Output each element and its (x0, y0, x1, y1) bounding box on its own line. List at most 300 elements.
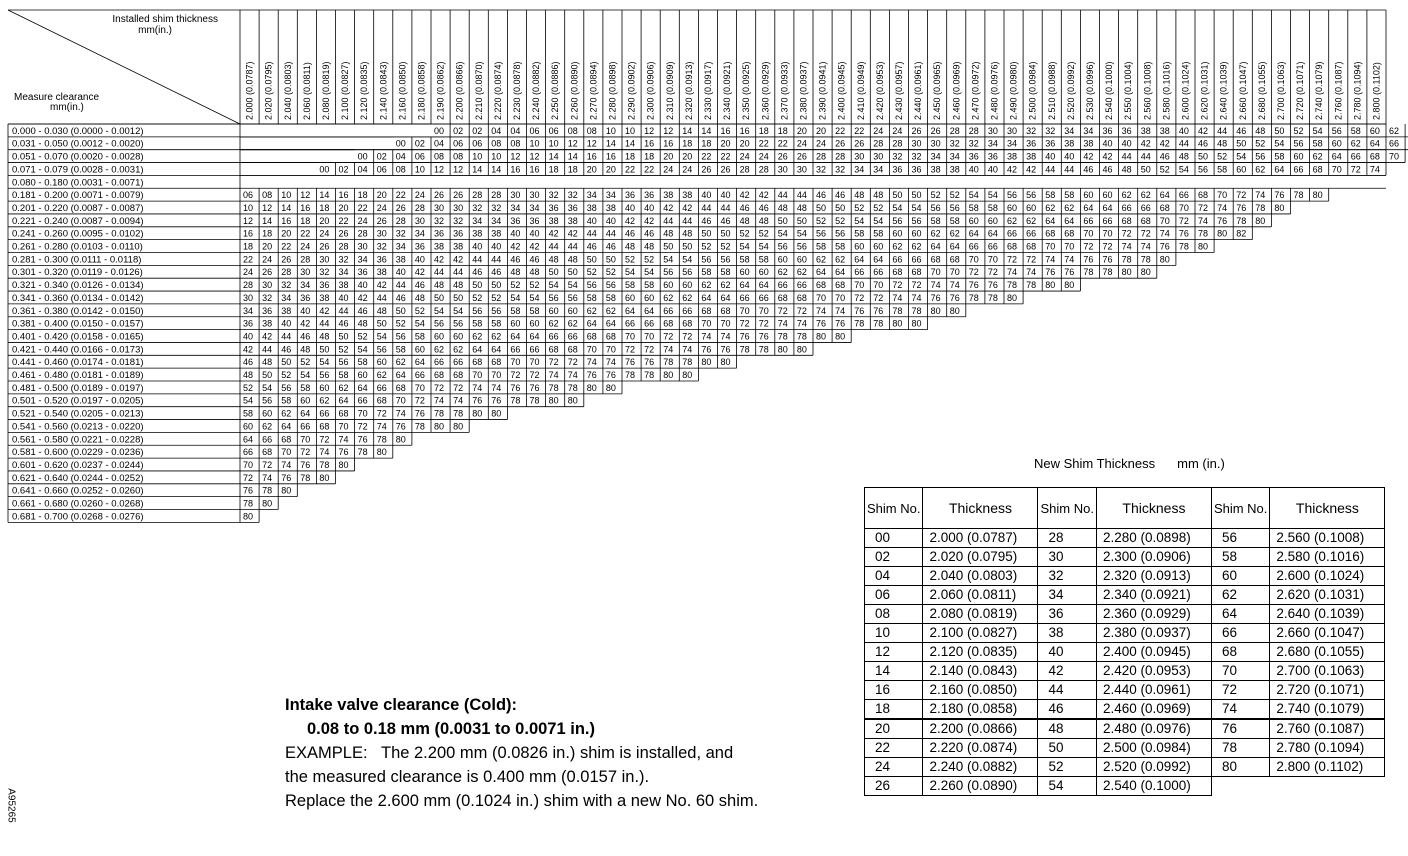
shim-number-cell: 80 (1159, 254, 1170, 265)
new-shim-row (865, 586, 1385, 605)
shim-number-cell: 00 (357, 151, 368, 162)
shim-number-cell: 24 (873, 125, 884, 136)
shim-number-cell: 56 (1293, 138, 1304, 149)
shim-thickness: 2.260 (0.0890) (923, 777, 1038, 796)
shim-number-cell: 62 (777, 267, 788, 278)
installed-thickness-label: 2.100 (0.0827) (340, 61, 351, 120)
shim-number-cell: 66 (414, 370, 425, 380)
shim-number-cell: 68 (911, 267, 922, 278)
shim-number-cell: 46 (414, 280, 425, 291)
shim-number-cell: 62 (1140, 190, 1151, 201)
shim-number-cell: 42 (300, 318, 311, 329)
shim-number-cell: 52 (357, 331, 368, 342)
shim-number-cell: 82 (1236, 228, 1247, 239)
shim-number-cell: 58 (854, 228, 865, 239)
shim-number-cell: 30 (453, 202, 464, 213)
shim-number-cell: 76 (758, 331, 769, 342)
shim-number-cell: 28 (491, 190, 502, 201)
shim-number-cell: 54 (682, 254, 693, 265)
shim-number-cell: 74 (319, 447, 330, 458)
installed-thickness-label: 2.800 (0.1102) (1371, 62, 1382, 120)
shim-number-cell: 24 (663, 164, 674, 175)
shim-number-cell: 60 (663, 280, 674, 291)
shim-number-cell: 70 (529, 357, 540, 368)
shim-number-cell: 22 (720, 151, 731, 162)
shim-number-cell: 26 (319, 241, 330, 252)
measured-label: Measure clearance (14, 92, 100, 103)
shim-number-cell: 16 (243, 228, 254, 239)
shim-number-cell: 72 (873, 292, 884, 303)
shim-number-cell: 70 (854, 280, 865, 291)
shim-number-cell: 14 (625, 138, 636, 149)
shim-number-cell: 72 (1121, 228, 1132, 239)
shim-number-cell: 30 (796, 164, 807, 175)
shim-number-cell: 08 (395, 164, 406, 175)
shim-number-cell: 70 (949, 267, 960, 278)
shim-number-cell: 74 (567, 370, 578, 380)
shim-number-cell: 50 (605, 254, 616, 265)
shim-number-cell: 30 (262, 280, 273, 291)
measured-clearance-label: 0.201 - 0.220 (0.0087 - 0.0087) (12, 202, 144, 214)
shim-number-cell: 60 (262, 408, 273, 419)
shim-number-cell: 50 (663, 241, 674, 252)
installed-thickness-label: 2.120 (0.0835) (359, 61, 370, 120)
shim-number-cell: 20 (796, 125, 807, 136)
installed-thickness-label: 2.320 (0.0913) (683, 61, 694, 120)
shim-number-cell: 62 (281, 408, 292, 419)
shim-number-cell: 62 (262, 421, 273, 432)
shim-number-cell: 30 (911, 138, 922, 149)
shim-number-cell: 36 (968, 151, 979, 162)
shim-number-cell: 48 (357, 318, 368, 329)
shim-number-cell: 56 (319, 370, 330, 380)
shim-number-cell: 80 (491, 408, 502, 419)
shim-number-cell: 46 (739, 202, 750, 213)
shim-number-cell: 68 (1064, 228, 1075, 239)
shim-number-cell: 46 (720, 215, 731, 226)
shim-number-cell: 58 (338, 370, 349, 380)
shim-number-cell: 40 (395, 267, 406, 278)
shim-number-cell: 78 (453, 408, 464, 419)
shim-number-cell: 56 (720, 254, 731, 265)
shim-number-cell: 72 (1350, 164, 1361, 175)
new-shim-row (865, 567, 1385, 586)
shim-number-cell: 48 (300, 344, 311, 355)
shim-number-cell: 76 (1217, 215, 1228, 226)
shim-number-cell: 70 (1389, 151, 1400, 162)
shim-number-cell: 60 (873, 241, 884, 252)
shim-number-cell: 14 (472, 164, 483, 175)
shim-number-cell: 76 (835, 318, 846, 329)
shim-number-cell: 78 (1293, 190, 1304, 201)
shim-number-cell: 76 (930, 292, 941, 303)
shim-number-cell: 60 (567, 305, 578, 316)
shim-number-cell: 64 (701, 292, 712, 303)
shim-number-cell: 50 (567, 267, 578, 278)
shim-number-cell: 54 (987, 190, 998, 201)
shim-number-cell: 76 (644, 357, 655, 368)
shim-number-cell: 54 (414, 318, 425, 329)
shim-number-cell: 26 (777, 151, 788, 162)
shim-number-cell: 56 (816, 228, 827, 239)
shim-number-cell: 50 (1236, 138, 1247, 149)
shim-number: 60 (1211, 567, 1269, 586)
shim-number-cell: 64 (835, 267, 846, 278)
shim-number-cell: 18 (777, 125, 788, 136)
shim-number-cell: 42 (319, 305, 330, 316)
shim-number-cell: 56 (701, 254, 712, 265)
shim-number-cell: 46 (1198, 138, 1209, 149)
installed-thickness-label: 2.260 (0.0890) (569, 61, 580, 120)
measured-clearance-label: 0.080 - 0.180 (0.0031 - 0.0071) (12, 177, 144, 189)
shim-number-cell: 74 (663, 344, 674, 355)
shim-number-cell: 72 (682, 331, 693, 342)
shim-number-cell: 66 (262, 434, 273, 445)
shim-number-cell: 66 (1293, 164, 1304, 175)
shim-number-cell: 68 (605, 331, 616, 342)
shim-number-cell: 62 (930, 228, 941, 239)
shim-number-cell: 28 (835, 151, 846, 162)
example-line-3: Replace the 2.600 mm (0.1024 in.) shim with a new No. 60 shim. (285, 792, 759, 810)
shim-number-cell: 54 (548, 280, 559, 291)
shim-number-cell: 70 (1217, 190, 1228, 201)
new-shim-row (865, 681, 1385, 700)
shim-number: 50 (1038, 739, 1096, 758)
shim-number-cell: 30 (357, 241, 368, 252)
shim-number-cell: 56 (262, 395, 273, 406)
shim-thickness: 2.440 (0.0961) (1096, 681, 1211, 700)
shim-number-cell: 14 (319, 190, 330, 201)
shim-number: 52 (1038, 758, 1096, 777)
shim-number-cell: 64 (586, 318, 597, 329)
shim-number-cell: 66 (510, 344, 521, 355)
shim-number-cell: 32 (835, 164, 846, 175)
shim-number-cell: 68 (319, 421, 330, 432)
shim-number-cell: 58 (1274, 151, 1285, 162)
shim-number-cell: 26 (262, 267, 273, 278)
shim-number-cell: 46 (300, 331, 311, 342)
shim-thickness: 2.400 (0.0945) (1096, 643, 1211, 662)
shim-number: 42 (1038, 662, 1096, 681)
shim-number-cell: 80 (663, 370, 674, 380)
empty-cell (1270, 777, 1385, 796)
shim-number-cell: 74 (1045, 254, 1056, 265)
shim-number-cell: 30 (319, 254, 330, 265)
shim-number-cell: 54 (357, 344, 368, 355)
shim-number-cell: 52 (758, 228, 769, 239)
shim-number-cell: 36 (987, 151, 998, 162)
shim-number-cell: 72 (987, 267, 998, 278)
shim-number-cell: 38 (395, 254, 406, 265)
shim-number-cell: 60 (1293, 151, 1304, 162)
shim-number-cell: 40 (357, 280, 368, 291)
shim-number-cell: 30 (300, 267, 311, 278)
shim-number-cell: 50 (911, 190, 922, 201)
shim-number-cell: 48 (644, 241, 655, 252)
shim-number-cell: 68 (835, 280, 846, 291)
installed-thickness-label: 2.380 (0.0937) (798, 61, 809, 120)
shim-number-cell: 34 (854, 164, 865, 175)
shim-number-cell: 54 (873, 215, 884, 226)
shim-number-cell: 44 (548, 241, 559, 252)
shim-number-cell: 28 (357, 228, 368, 239)
new-shim-row (865, 719, 1385, 739)
shim-number-cell: 64 (1102, 202, 1113, 213)
shim-number-cell: 38 (663, 190, 674, 201)
shim-number-cell: 34 (930, 151, 941, 162)
shim-number-cell: 42 (1140, 138, 1151, 149)
shim-number-cell: 26 (835, 138, 846, 149)
shim-number-cell: 78 (682, 357, 693, 368)
shim-number-cell: 46 (586, 241, 597, 252)
installed-label: Installed shim thickness (112, 14, 218, 25)
shim-number-cell: 28 (949, 125, 960, 136)
shim-number-cell: 70 (510, 357, 521, 368)
shim-number-cell: 80 (453, 421, 464, 432)
shim-number-cell: 34 (1083, 125, 1094, 136)
shim-number-cell: 38 (949, 164, 960, 175)
shim-number-cell: 12 (434, 164, 445, 175)
thickness-header: Thickness (1270, 488, 1385, 529)
shim-number-cell: 48 (529, 267, 540, 278)
shim-number-cell: 36 (262, 305, 273, 316)
shim-number-cell: 70 (625, 331, 636, 342)
shim-number-cell: 58 (300, 382, 311, 393)
shim-number-cell: 38 (1064, 138, 1075, 149)
shim-number-cell: 44 (567, 241, 578, 252)
shim-number-cell: 60 (1331, 138, 1342, 149)
shim-number-cell: 68 (567, 344, 578, 355)
installed-thickness-label: 2.700 (0.1063) (1275, 61, 1286, 120)
shim-number-cell: 60 (644, 292, 655, 303)
shim-number-cell: 24 (357, 215, 368, 226)
shim-number-cell: 18 (644, 151, 655, 162)
shim-number-cell: 60 (777, 254, 788, 265)
shim-number-cell: 66 (1026, 228, 1037, 239)
shim-number-cell: 70 (739, 305, 750, 316)
shim-number-cell: 68 (796, 292, 807, 303)
shim-number-cell: 64 (357, 382, 368, 393)
shim-number-cell: 32 (262, 292, 273, 303)
shim-number-cell: 72 (739, 318, 750, 329)
shim-number-cell: 36 (892, 164, 903, 175)
shim-number-cell: 64 (1159, 190, 1170, 201)
shim-number: 00 (865, 529, 923, 548)
shim-number-cell: 72 (1102, 241, 1113, 252)
shim-number-cell: 32 (319, 267, 330, 278)
shim-number-cell: 76 (300, 459, 311, 470)
shim-number-cell: 28 (243, 280, 254, 291)
shim-number-cell: 36 (644, 190, 655, 201)
shim-number-cell: 30 (529, 190, 540, 201)
shim-number-cell: 24 (796, 138, 807, 149)
installed-thickness-label: 2.440 (0.0961) (913, 61, 924, 120)
installed-thickness-label: 2.250 (0.0886) (550, 61, 561, 120)
shim-number-cell: 00 (319, 164, 330, 175)
shim-number-cell: 18 (357, 190, 368, 201)
shim-number-cell: 10 (281, 190, 292, 201)
shim-number-cell: 54 (510, 292, 521, 303)
shim-number-cell: 46 (1159, 151, 1170, 162)
shim-number-cell: 20 (281, 228, 292, 239)
shim-number-cell: 50 (434, 292, 445, 303)
shim-number-cell: 80 (1217, 228, 1228, 239)
shim-number-cell: 58 (414, 331, 425, 342)
shim-number-cell: 58 (987, 202, 998, 213)
shim-number: 62 (1211, 586, 1269, 605)
shim-number-cell: 22 (835, 125, 846, 136)
shim-number: 40 (1038, 643, 1096, 662)
installed-thickness-label: 2.210 (0.0870) (473, 61, 484, 120)
shim-number-cell: 36 (1045, 138, 1056, 149)
shim-number: 04 (865, 567, 923, 586)
new-shim-row (865, 777, 1385, 796)
shim-number-cell: 56 (1007, 190, 1018, 201)
shim-number-cell: 72 (1178, 215, 1189, 226)
shim-number-cell: 34 (338, 267, 349, 278)
shim-number-cell: 68 (434, 370, 445, 380)
installed-thickness-label: 2.490 (0.0980) (1008, 61, 1019, 120)
shim-number-cell: 42 (739, 190, 750, 201)
shim-number-cell: 58 (930, 215, 941, 226)
shim-number-cell: 74 (472, 382, 483, 393)
shim-number-cell: 50 (701, 228, 712, 239)
shim-number-cell: 68 (930, 254, 941, 265)
shim-number-cell: 56 (930, 202, 941, 213)
shim-number-cell: 48 (854, 190, 865, 201)
shim-number-cell: 68 (816, 280, 827, 291)
shim-number-cell: 66 (682, 305, 693, 316)
shim-number-cell: 56 (1255, 151, 1266, 162)
shim-number-cell: 32 (376, 241, 387, 252)
shim-number-cell: 70 (835, 292, 846, 303)
shim-number-cell: 58 (586, 292, 597, 303)
shim-number-cell: 36 (414, 241, 425, 252)
shim-number-cell: 66 (529, 344, 540, 355)
shim-number-cell: 06 (529, 125, 540, 136)
shim-number-cell: 66 (644, 318, 655, 329)
shim-number-cell: 30 (987, 125, 998, 136)
shim-number-cell: 70 (281, 447, 292, 458)
shim-number-cell: 66 (873, 267, 884, 278)
shim-number-cell: 34 (529, 202, 540, 213)
shim-number-cell: 58 (472, 318, 483, 329)
shim-number-cell: 60 (1102, 190, 1113, 201)
new-shim-unit: mm (in.) (1177, 456, 1225, 471)
shim-number-cell: 62 (816, 254, 827, 265)
shim-number-cell: 64 (243, 434, 254, 445)
shim-number-cell: 62 (1350, 138, 1361, 149)
shim-number-cell: 54 (319, 357, 330, 368)
shim-number-cell: 06 (472, 138, 483, 149)
shim-number-cell: 50 (453, 292, 464, 303)
shim-number-cell: 12 (567, 138, 578, 149)
shim-number-cell: 40 (701, 190, 712, 201)
shim-number-cell: 74 (796, 318, 807, 329)
measured-clearance-label: 0.051 - 0.070 (0.0020 - 0.0028) (12, 151, 144, 163)
shim-number-cell: 80 (777, 344, 788, 355)
shim-number-cell: 50 (472, 280, 483, 291)
empty-cell (1211, 777, 1269, 796)
shim-number-cell: 70 (300, 434, 311, 445)
installed-thickness-label: 2.220 (0.0874) (492, 61, 503, 120)
shim-number-cell: 20 (319, 215, 330, 226)
shim-number-cell: 08 (586, 125, 597, 136)
installed-thickness-label: 2.360 (0.0929) (760, 61, 771, 120)
shim-number-cell: 60 (548, 305, 559, 316)
shim-number-cell: 54 (529, 292, 540, 303)
shim-number-cell: 58 (873, 228, 884, 239)
installed-thickness-label: 2.720 (0.1071) (1295, 61, 1306, 120)
installed-thickness-label: 2.390 (0.0941) (817, 61, 828, 120)
shim-number-cell: 30 (873, 151, 884, 162)
shim-number-cell: 38 (586, 202, 597, 213)
shim-number-cell: 80 (338, 459, 349, 470)
shim-number-cell: 06 (414, 151, 425, 162)
shim-number-cell: 62 (1007, 215, 1018, 226)
measured-clearance-label: 0.581 - 0.600 (0.0229 - 0.0236) (12, 447, 144, 459)
shim-number-cell: 44 (395, 280, 406, 291)
shim-number-cell: 10 (625, 125, 636, 136)
shim-number-cell: 30 (1007, 125, 1018, 136)
shim-number-cell: 70 (1045, 241, 1056, 252)
shim-number-cell: 60 (625, 292, 636, 303)
shim-number-cell: 04 (395, 151, 406, 162)
shim-number-cell: 68 (1369, 151, 1380, 162)
installed-thickness-label: 2.660 (0.1047) (1237, 61, 1248, 120)
shim-number-cell: 76 (873, 305, 884, 316)
shim-number-cell: 44 (472, 254, 483, 265)
shim-number-cell: 24 (300, 241, 311, 252)
shim-number-cell: 54 (567, 280, 578, 291)
shim-number-cell: 56 (376, 344, 387, 355)
shim-number-cell: 78 (1140, 254, 1151, 265)
shim-number-cell: 70 (758, 305, 769, 316)
shim-number-cell: 80 (682, 370, 693, 380)
installed-thickness-label: 2.500 (0.0984) (1027, 61, 1038, 120)
shim-number-cell: 80 (319, 472, 330, 483)
shim-number-cell: 42 (758, 190, 769, 201)
shim-number-cell: 40 (1064, 151, 1075, 162)
shim-number-cell: 60 (758, 267, 769, 278)
shim-number-cell: 54 (968, 190, 979, 201)
shim-number-cell: 12 (262, 202, 273, 213)
shim-number-cell: 48 (682, 228, 693, 239)
shim-number-cell: 72 (1083, 241, 1094, 252)
shim-number-cell: 78 (510, 395, 521, 406)
shim-number-cell: 74 (1121, 241, 1132, 252)
shim-number-cell: 46 (529, 254, 540, 265)
shim-number-cell: 16 (739, 125, 750, 136)
shim-number-cell: 54 (796, 228, 807, 239)
shim-number-cell: 80 (1198, 241, 1209, 252)
shim-thickness: 2.280 (0.0898) (1096, 529, 1211, 548)
measured-clearance-label: 0.031 - 0.050 (0.0012 - 0.0020) (12, 138, 144, 150)
shim-number-cell: 78 (968, 292, 979, 303)
shim-number-cell: 50 (319, 344, 330, 355)
shim-number-cell: 38 (567, 215, 578, 226)
measured-unit: mm(in.) (50, 102, 84, 113)
shim-number-cell: 56 (892, 215, 903, 226)
installed-thickness-label: 2.000 (0.0787) (244, 61, 255, 120)
shim-number-cell: 54 (911, 202, 922, 213)
shim-number-cell: 66 (548, 331, 559, 342)
shim-number-cell: 36 (529, 215, 540, 226)
shim-number-cell: 26 (796, 151, 807, 162)
shim-number-cell: 26 (854, 138, 865, 149)
shim-number-cell: 54 (854, 215, 865, 226)
shim-number-cell: 72 (376, 408, 387, 419)
